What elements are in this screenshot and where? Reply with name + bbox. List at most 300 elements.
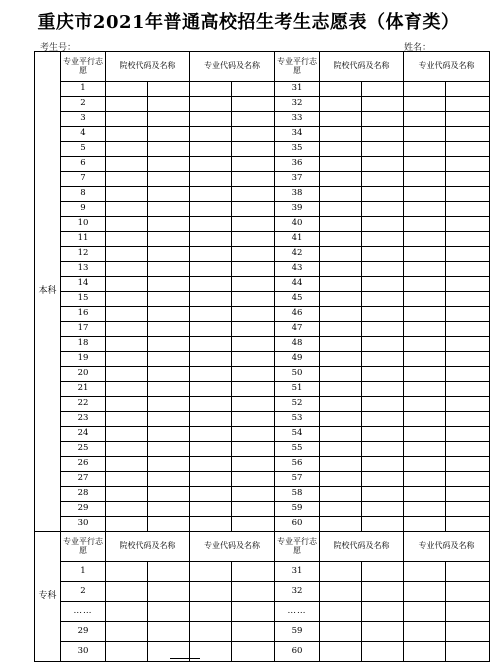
blank-entry-cell[interactable]: [232, 247, 275, 262]
blank-entry-cell[interactable]: [232, 112, 275, 127]
blank-entry-cell[interactable]: [362, 142, 404, 157]
blank-entry-cell[interactable]: [446, 157, 490, 172]
header-parallel-preference: 专业平行志愿: [61, 52, 106, 82]
blank-entry-cell[interactable]: [404, 472, 446, 487]
blank-entry-cell[interactable]: [190, 277, 232, 292]
blank-entry-cell[interactable]: [106, 582, 148, 602]
blank-entry-cell[interactable]: [362, 97, 404, 112]
blank-entry-cell[interactable]: [446, 457, 490, 472]
blank-entry-cell[interactable]: [106, 337, 148, 352]
blank-entry-cell[interactable]: [148, 307, 190, 322]
blank-entry-cell[interactable]: [404, 82, 446, 97]
preference-number: 53: [275, 412, 320, 427]
blank-entry-cell[interactable]: [232, 442, 275, 457]
blank-entry-cell[interactable]: [190, 367, 232, 382]
blank-entry-cell[interactable]: [106, 602, 148, 622]
blank-entry-cell[interactable]: [404, 262, 446, 277]
blank-entry-cell[interactable]: [446, 202, 490, 217]
blank-entry-cell[interactable]: [404, 382, 446, 397]
blank-entry-cell[interactable]: [106, 517, 148, 532]
blank-entry-cell[interactable]: [148, 172, 190, 187]
blank-entry-cell[interactable]: [320, 82, 362, 97]
blank-entry-cell[interactable]: [362, 642, 404, 662]
preference-number: 15: [61, 292, 106, 307]
blank-entry-cell[interactable]: [404, 337, 446, 352]
blank-entry-cell[interactable]: [320, 307, 362, 322]
blank-entry-cell[interactable]: [190, 292, 232, 307]
blank-entry-cell[interactable]: [190, 232, 232, 247]
blank-entry-cell[interactable]: [320, 397, 362, 412]
blank-entry-cell[interactable]: [106, 172, 148, 187]
blank-entry-cell[interactable]: [446, 187, 490, 202]
blank-entry-cell[interactable]: [148, 217, 190, 232]
blank-entry-cell[interactable]: [106, 202, 148, 217]
blank-entry-cell[interactable]: [232, 457, 275, 472]
blank-entry-cell[interactable]: [190, 97, 232, 112]
blank-entry-cell[interactable]: [320, 562, 362, 582]
blank-entry-cell[interactable]: [404, 602, 446, 622]
blank-entry-cell[interactable]: [232, 82, 275, 97]
blank-entry-cell[interactable]: [320, 517, 362, 532]
blank-entry-cell[interactable]: [446, 642, 490, 662]
blank-entry-cell[interactable]: [190, 202, 232, 217]
blank-entry-cell[interactable]: [106, 262, 148, 277]
blank-entry-cell[interactable]: [106, 397, 148, 412]
blank-entry-cell[interactable]: [404, 157, 446, 172]
blank-entry-cell[interactable]: [404, 487, 446, 502]
blank-entry-cell[interactable]: [446, 322, 490, 337]
blank-entry-cell[interactable]: [190, 602, 232, 622]
blank-entry-cell[interactable]: [404, 307, 446, 322]
blank-entry-cell[interactable]: [446, 602, 490, 622]
blank-entry-cell[interactable]: [106, 412, 148, 427]
blank-entry-cell[interactable]: [190, 352, 232, 367]
blank-entry-cell[interactable]: [148, 517, 190, 532]
blank-entry-cell[interactable]: [190, 562, 232, 582]
header-parallel-preference: 专业平行志愿: [275, 52, 320, 82]
blank-entry-cell[interactable]: [190, 262, 232, 277]
blank-entry-cell[interactable]: [446, 127, 490, 142]
blank-entry-cell[interactable]: [362, 127, 404, 142]
blank-entry-cell[interactable]: [106, 502, 148, 517]
blank-entry-cell[interactable]: [362, 202, 404, 217]
blank-entry-cell[interactable]: [362, 427, 404, 442]
blank-entry-cell[interactable]: [404, 232, 446, 247]
blank-entry-cell[interactable]: [148, 352, 190, 367]
blank-entry-cell[interactable]: [320, 232, 362, 247]
blank-entry-cell[interactable]: [446, 82, 490, 97]
blank-entry-cell[interactable]: [362, 277, 404, 292]
blank-entry-cell[interactable]: [106, 277, 148, 292]
blank-entry-cell[interactable]: [404, 217, 446, 232]
preference-number: ……: [61, 602, 106, 622]
preference-number: 1: [61, 82, 106, 97]
blank-entry-cell[interactable]: [106, 247, 148, 262]
blank-entry-cell[interactable]: [362, 322, 404, 337]
blank-entry-cell[interactable]: [190, 82, 232, 97]
blank-entry-cell[interactable]: [232, 277, 275, 292]
blank-entry-cell[interactable]: [320, 202, 362, 217]
blank-entry-cell[interactable]: [320, 502, 362, 517]
preference-row: [35, 112, 490, 127]
blank-entry-cell[interactable]: [320, 112, 362, 127]
blank-entry-cell[interactable]: [106, 562, 148, 582]
blank-entry-cell[interactable]: [446, 307, 490, 322]
blank-entry-cell[interactable]: [148, 562, 190, 582]
blank-entry-cell[interactable]: [362, 217, 404, 232]
blank-entry-cell[interactable]: [190, 247, 232, 262]
zhuanke-section: [35, 532, 490, 662]
preference-number: 42: [275, 247, 320, 262]
blank-entry-cell[interactable]: [320, 97, 362, 112]
blank-entry-cell[interactable]: [190, 622, 232, 642]
blank-entry-cell[interactable]: [320, 582, 362, 602]
blank-entry-cell[interactable]: [446, 277, 490, 292]
blank-entry-cell[interactable]: [190, 487, 232, 502]
blank-entry-cell[interactable]: [148, 337, 190, 352]
blank-entry-cell[interactable]: [106, 187, 148, 202]
blank-entry-cell[interactable]: [106, 622, 148, 642]
preference-number: 11: [61, 232, 106, 247]
blank-entry-cell[interactable]: [446, 472, 490, 487]
blank-entry-cell[interactable]: [320, 427, 362, 442]
blank-entry-cell[interactable]: [232, 232, 275, 247]
blank-entry-cell[interactable]: [362, 307, 404, 322]
blank-entry-cell[interactable]: [106, 82, 148, 97]
blank-entry-cell[interactable]: [446, 232, 490, 247]
blank-entry-cell[interactable]: [362, 262, 404, 277]
blank-entry-cell[interactable]: [106, 367, 148, 382]
blank-entry-cell[interactable]: [232, 367, 275, 382]
blank-entry-cell[interactable]: [148, 262, 190, 277]
blank-entry-cell[interactable]: [404, 412, 446, 427]
blank-entry-cell[interactable]: [148, 602, 190, 622]
blank-entry-cell[interactable]: [232, 602, 275, 622]
blank-entry-cell[interactable]: [404, 247, 446, 262]
blank-entry-cell[interactable]: [404, 642, 446, 662]
blank-entry-cell[interactable]: [362, 457, 404, 472]
blank-entry-cell[interactable]: [404, 277, 446, 292]
blank-entry-cell[interactable]: [404, 457, 446, 472]
blank-entry-cell[interactable]: [190, 172, 232, 187]
blank-entry-cell[interactable]: [320, 157, 362, 172]
blank-entry-cell[interactable]: [148, 397, 190, 412]
blank-entry-cell[interactable]: [232, 487, 275, 502]
blank-entry-cell[interactable]: [106, 307, 148, 322]
blank-entry-cell[interactable]: [446, 217, 490, 232]
blank-entry-cell[interactable]: [190, 442, 232, 457]
blank-entry-cell[interactable]: [190, 502, 232, 517]
blank-entry-cell[interactable]: [232, 217, 275, 232]
blank-entry-cell[interactable]: [232, 142, 275, 157]
blank-entry-cell[interactable]: [148, 622, 190, 642]
blank-entry-cell[interactable]: [320, 352, 362, 367]
blank-entry-cell[interactable]: [362, 502, 404, 517]
blank-entry-cell[interactable]: [362, 367, 404, 382]
blank-entry-cell[interactable]: [148, 187, 190, 202]
blank-entry-cell[interactable]: [362, 232, 404, 247]
blank-entry-cell[interactable]: [320, 487, 362, 502]
blank-entry-cell[interactable]: [362, 412, 404, 427]
blank-entry-cell[interactable]: [404, 517, 446, 532]
blank-entry-cell[interactable]: [148, 142, 190, 157]
blank-entry-cell[interactable]: [446, 397, 490, 412]
blank-entry-cell[interactable]: [148, 442, 190, 457]
blank-entry-cell[interactable]: [190, 337, 232, 352]
blank-entry-cell[interactable]: [404, 502, 446, 517]
blank-entry-cell[interactable]: [320, 217, 362, 232]
blank-entry-cell[interactable]: [232, 157, 275, 172]
header-college-code-name: 院校代码及名称: [106, 52, 190, 82]
preference-row: [35, 322, 490, 337]
blank-entry-cell[interactable]: [362, 562, 404, 582]
blank-entry-cell[interactable]: [232, 472, 275, 487]
blank-entry-cell[interactable]: [106, 382, 148, 397]
blank-entry-cell[interactable]: [148, 97, 190, 112]
blank-entry-cell[interactable]: [320, 337, 362, 352]
blank-entry-cell[interactable]: [106, 442, 148, 457]
blank-entry-cell[interactable]: [320, 457, 362, 472]
blank-entry-cell[interactable]: [446, 337, 490, 352]
blank-entry-cell[interactable]: [446, 262, 490, 277]
blank-entry-cell[interactable]: [190, 582, 232, 602]
blank-entry-cell[interactable]: [148, 112, 190, 127]
blank-entry-cell[interactable]: [446, 367, 490, 382]
blank-entry-cell[interactable]: [190, 382, 232, 397]
blank-entry-cell[interactable]: [106, 142, 148, 157]
blank-entry-cell[interactable]: [106, 217, 148, 232]
blank-entry-cell[interactable]: [148, 502, 190, 517]
blank-entry-cell[interactable]: [404, 582, 446, 602]
blank-entry-cell[interactable]: [232, 412, 275, 427]
blank-entry-cell[interactable]: [106, 232, 148, 247]
blank-entry-cell[interactable]: [446, 172, 490, 187]
blank-entry-cell[interactable]: [320, 412, 362, 427]
blank-entry-cell[interactable]: [190, 187, 232, 202]
blank-entry-cell[interactable]: [362, 517, 404, 532]
blank-entry-cell[interactable]: [404, 142, 446, 157]
blank-entry-cell[interactable]: [148, 202, 190, 217]
blank-entry-cell[interactable]: [148, 82, 190, 97]
blank-entry-cell[interactable]: [106, 97, 148, 112]
blank-entry-cell[interactable]: [320, 442, 362, 457]
blank-entry-cell[interactable]: [148, 292, 190, 307]
blank-entry-cell[interactable]: [320, 187, 362, 202]
blank-entry-cell[interactable]: [232, 262, 275, 277]
preference-number: 44: [275, 277, 320, 292]
blank-entry-cell[interactable]: [232, 382, 275, 397]
blank-entry-cell[interactable]: [362, 292, 404, 307]
blank-entry-cell[interactable]: [404, 292, 446, 307]
blank-entry-cell[interactable]: [232, 172, 275, 187]
blank-entry-cell[interactable]: [446, 292, 490, 307]
blank-entry-cell[interactable]: [362, 487, 404, 502]
blank-entry-cell[interactable]: [446, 487, 490, 502]
blank-entry-cell[interactable]: [190, 142, 232, 157]
preference-number: 28: [61, 487, 106, 502]
blank-entry-cell[interactable]: [362, 247, 404, 262]
blank-entry-cell[interactable]: [362, 622, 404, 642]
blank-entry-cell[interactable]: [320, 472, 362, 487]
blank-entry-cell[interactable]: [320, 292, 362, 307]
blank-entry-cell[interactable]: [362, 382, 404, 397]
blank-entry-cell[interactable]: [232, 562, 275, 582]
blank-entry-cell[interactable]: [148, 322, 190, 337]
blank-entry-cell[interactable]: [404, 367, 446, 382]
blank-entry-cell[interactable]: [148, 487, 190, 502]
blank-entry-cell[interactable]: [446, 427, 490, 442]
blank-entry-cell[interactable]: [148, 127, 190, 142]
blank-entry-cell[interactable]: [190, 427, 232, 442]
blank-entry-cell[interactable]: [362, 337, 404, 352]
blank-entry-cell[interactable]: [148, 367, 190, 382]
blank-entry-cell[interactable]: [362, 602, 404, 622]
blank-entry-cell[interactable]: [190, 112, 232, 127]
blank-entry-cell[interactable]: [106, 292, 148, 307]
blank-entry-cell[interactable]: [446, 97, 490, 112]
blank-entry-cell[interactable]: [362, 582, 404, 602]
preference-number: 51: [275, 382, 320, 397]
blank-entry-cell[interactable]: [232, 582, 275, 602]
blank-entry-cell[interactable]: [148, 247, 190, 262]
blank-entry-cell[interactable]: [320, 277, 362, 292]
blank-entry-cell[interactable]: [320, 127, 362, 142]
blank-entry-cell[interactable]: [404, 112, 446, 127]
blank-entry-cell[interactable]: [404, 202, 446, 217]
blank-entry-cell[interactable]: [106, 427, 148, 442]
blank-entry-cell[interactable]: [446, 382, 490, 397]
blank-entry-cell[interactable]: [320, 262, 362, 277]
blank-entry-cell[interactable]: [446, 582, 490, 602]
blank-entry-cell[interactable]: [446, 352, 490, 367]
blank-entry-cell[interactable]: [190, 157, 232, 172]
blank-entry-cell[interactable]: [232, 397, 275, 412]
blank-entry-cell[interactable]: [320, 247, 362, 262]
blank-entry-cell[interactable]: [148, 412, 190, 427]
blank-entry-cell[interactable]: [190, 412, 232, 427]
blank-entry-cell[interactable]: [106, 642, 148, 662]
blank-entry-cell[interactable]: [362, 172, 404, 187]
preference-number: 50: [275, 367, 320, 382]
blank-entry-cell[interactable]: [320, 322, 362, 337]
blank-entry-cell[interactable]: [320, 367, 362, 382]
blank-entry-cell[interactable]: [232, 502, 275, 517]
blank-entry-cell[interactable]: [404, 442, 446, 457]
name-label: 姓名：: [404, 43, 432, 53]
blank-entry-cell[interactable]: [404, 127, 446, 142]
blank-entry-cell[interactable]: [106, 487, 148, 502]
blank-entry-cell[interactable]: [190, 127, 232, 142]
blank-entry-cell[interactable]: [362, 187, 404, 202]
blank-entry-cell[interactable]: [446, 442, 490, 457]
blank-entry-cell[interactable]: [232, 97, 275, 112]
header-major-code-name: 专业代码及名称: [404, 52, 490, 82]
blank-entry-cell[interactable]: [148, 232, 190, 247]
blank-entry-cell[interactable]: [106, 352, 148, 367]
blank-entry-cell[interactable]: [232, 292, 275, 307]
blank-entry-cell[interactable]: [190, 472, 232, 487]
blank-entry-cell[interactable]: [320, 172, 362, 187]
blank-entry-cell[interactable]: [106, 472, 148, 487]
blank-entry-cell[interactable]: [362, 352, 404, 367]
blank-entry-cell[interactable]: [106, 127, 148, 142]
blank-entry-cell[interactable]: [446, 502, 490, 517]
blank-entry-cell[interactable]: [232, 427, 275, 442]
blank-entry-cell[interactable]: [404, 187, 446, 202]
blank-entry-cell[interactable]: [148, 472, 190, 487]
blank-entry-cell[interactable]: [232, 322, 275, 337]
blank-entry-cell[interactable]: [232, 642, 275, 662]
blank-entry-cell[interactable]: [190, 457, 232, 472]
blank-entry-cell[interactable]: [320, 142, 362, 157]
blank-entry-cell[interactable]: [446, 247, 490, 262]
blank-entry-cell[interactable]: [404, 97, 446, 112]
preference-row: [35, 172, 490, 187]
blank-entry-cell[interactable]: [404, 622, 446, 642]
blank-entry-cell[interactable]: [362, 157, 404, 172]
blank-entry-cell[interactable]: [232, 127, 275, 142]
blank-entry-cell[interactable]: [232, 337, 275, 352]
blank-entry-cell[interactable]: [232, 187, 275, 202]
blank-entry-cell[interactable]: [148, 582, 190, 602]
blank-entry-cell[interactable]: [320, 382, 362, 397]
blank-entry-cell[interactable]: [446, 562, 490, 582]
blank-entry-cell[interactable]: [148, 427, 190, 442]
blank-entry-cell[interactable]: [232, 202, 275, 217]
blank-entry-cell[interactable]: [148, 157, 190, 172]
blank-entry-cell[interactable]: [106, 157, 148, 172]
blank-entry-cell[interactable]: [320, 642, 362, 662]
blank-entry-cell[interactable]: [404, 322, 446, 337]
blank-entry-cell[interactable]: [404, 397, 446, 412]
blank-entry-cell[interactable]: [148, 277, 190, 292]
blank-entry-cell[interactable]: [446, 412, 490, 427]
blank-entry-cell[interactable]: [446, 517, 490, 532]
blank-entry-cell[interactable]: [190, 307, 232, 322]
preference-number: 60: [275, 642, 320, 662]
blank-entry-cell[interactable]: [362, 442, 404, 457]
blank-entry-cell[interactable]: [362, 112, 404, 127]
blank-entry-cell[interactable]: [232, 307, 275, 322]
blank-entry-cell[interactable]: [404, 427, 446, 442]
blank-entry-cell[interactable]: [190, 397, 232, 412]
blank-entry-cell[interactable]: [320, 622, 362, 642]
blank-entry-cell[interactable]: [362, 472, 404, 487]
blank-entry-cell[interactable]: [404, 172, 446, 187]
blank-entry-cell[interactable]: [362, 82, 404, 97]
preference-number: 47: [275, 322, 320, 337]
blank-entry-cell[interactable]: [106, 112, 148, 127]
blank-entry-cell[interactable]: [148, 382, 190, 397]
blank-entry-cell[interactable]: [446, 112, 490, 127]
blank-entry-cell[interactable]: [232, 622, 275, 642]
blank-entry-cell[interactable]: [106, 322, 148, 337]
blank-entry-cell[interactable]: [404, 352, 446, 367]
blank-entry-cell[interactable]: [446, 142, 490, 157]
blank-entry-cell[interactable]: [362, 397, 404, 412]
blank-entry-cell[interactable]: [232, 352, 275, 367]
blank-entry-cell[interactable]: [232, 517, 275, 532]
preference-number: 16: [61, 307, 106, 322]
blank-entry-cell[interactable]: [446, 622, 490, 642]
blank-entry-cell[interactable]: [404, 562, 446, 582]
blank-entry-cell[interactable]: [190, 217, 232, 232]
blank-entry-cell[interactable]: [106, 457, 148, 472]
blank-entry-cell[interactable]: [190, 517, 232, 532]
blank-entry-cell[interactable]: [190, 322, 232, 337]
blank-entry-cell[interactable]: [320, 602, 362, 622]
blank-entry-cell[interactable]: [148, 457, 190, 472]
